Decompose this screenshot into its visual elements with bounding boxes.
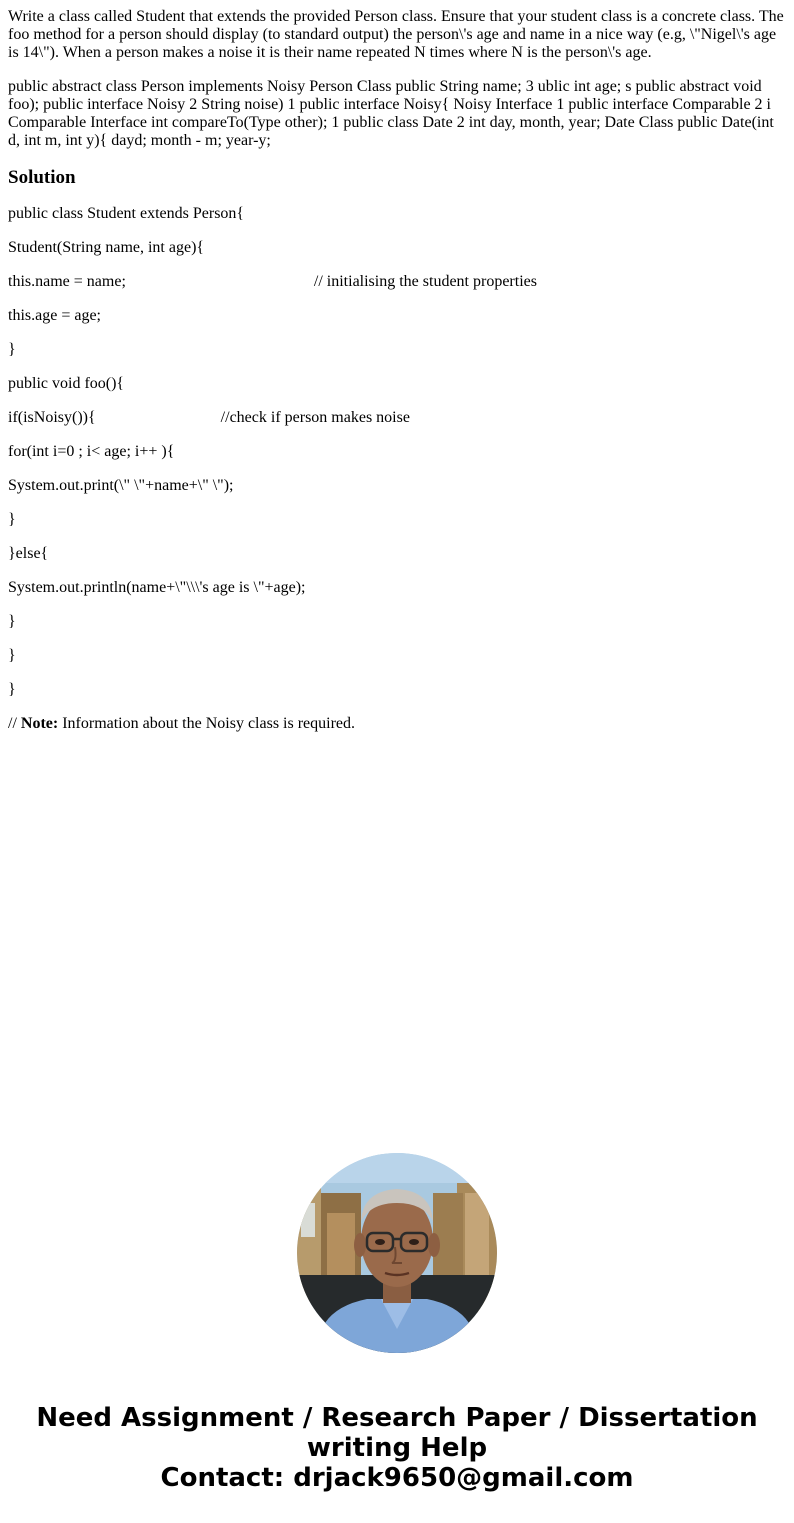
code-line: } <box>8 511 16 528</box>
code-line: } <box>8 681 16 698</box>
code-line: public void foo(){ <box>8 375 125 392</box>
code-line: this.age = age; <box>8 307 101 324</box>
code-line: System.out.println(name+\"\\\'s age is \"+age); <box>8 579 306 596</box>
note-prefix: // <box>8 715 21 732</box>
code-line: System.out.print(\" \"+name+\" \"); <box>8 477 234 494</box>
document-body <box>8 8 786 749</box>
solution-note <box>8 715 786 733</box>
note-text: Information about the Noisy class is required. <box>58 715 356 732</box>
avatar-portrait-image <box>297 1153 497 1353</box>
code-comment: //check if person makes noise <box>220 409 410 426</box>
code-line: for(int i=0 ; i< age; i++ ){ <box>8 443 175 460</box>
code-line-with-comment <box>8 409 786 427</box>
promo-contact-line: Contact: drjack9650@gmail.com <box>160 1463 634 1493</box>
promo-line-1: Need Assignment / Research Paper / Dissertation <box>36 1403 758 1433</box>
code-line-with-comment <box>8 273 786 291</box>
code-text: this.name = name; <box>8 273 126 290</box>
code-comment: // initialising the student properties <box>313 273 537 290</box>
code-text: if(isNoisy()){ <box>8 409 96 426</box>
solution-heading: Solution <box>8 167 76 188</box>
code-line: }else{ <box>8 545 49 562</box>
code-line: } <box>8 341 16 358</box>
code-line: public class Student extends Person{ <box>8 205 245 222</box>
tutor-avatar <box>297 1153 497 1353</box>
code-line: } <box>8 647 16 664</box>
question-text: Write a class called Student that extends the provided Person class. Ensure that your student class is a concrete class. The foo method for a person should display (to standard output) the person\'s age and name in a nice way (e.g, \"Nigel\'s age is 14\"). When a person makes a noise it is their name repeated N times where N is the person\'s age. <box>8 8 784 61</box>
promo-banner <box>0 1403 794 1493</box>
code-line: } <box>8 613 16 630</box>
note-label: Note: <box>20 715 59 732</box>
code-line: Student(String name, int age){ <box>8 239 205 256</box>
question-extra-text: public abstract class Person implements Noisy Person Class public String name; 3 ublic int age; s public abstract void foo); public interface Noisy 2 String noise) 1 public interface Noisy{ Noisy Interface 1 public interface Comparable 2 i Comparable Interface int compareTo(Type other); 1 public class Date 2 int day, month, year; Date Class public Date(int d, int m, int y){ dayd; month - m; year-y; <box>8 78 774 149</box>
promo-line-2: writing Help <box>306 1433 488 1463</box>
